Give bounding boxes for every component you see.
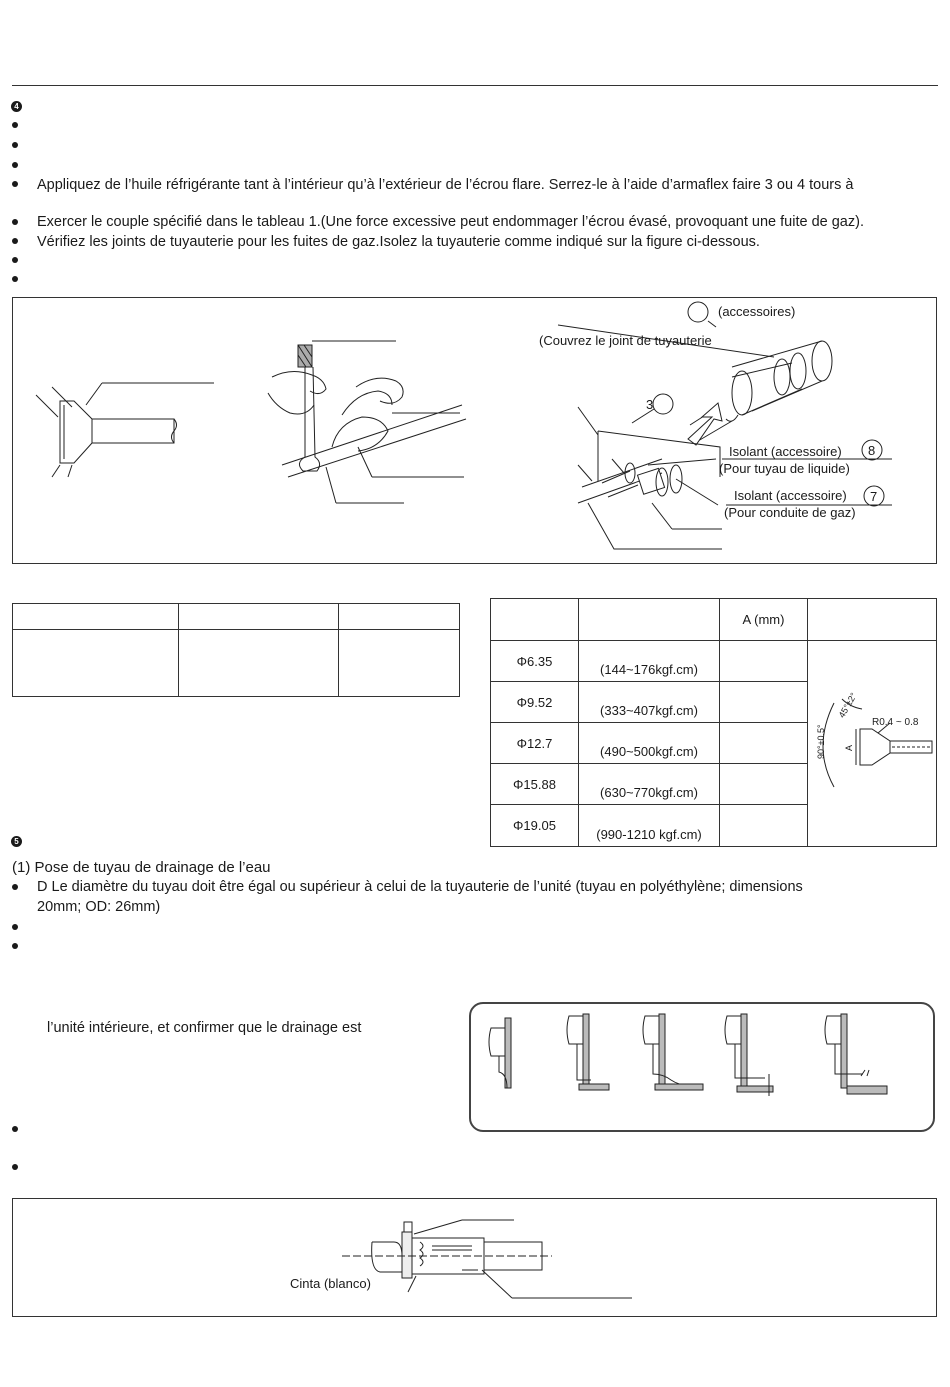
table-row-torque: (490~500kgf.cm) — [579, 723, 720, 764]
left-table — [12, 603, 460, 697]
flare-angle2-label: 45°±2° — [836, 690, 859, 720]
label-isolant-liquide: Isolant (accessoire) — [729, 444, 842, 459]
bullet-icon — [12, 122, 18, 128]
bullet-icon — [12, 276, 18, 282]
flare-a-label: A — [844, 744, 854, 751]
insulation-drawing — [12, 297, 937, 564]
table-cell — [179, 630, 339, 697]
bullet-icon — [12, 181, 18, 187]
table-header-cell — [579, 599, 720, 641]
table-row-torque: (630~770kgf.cm) — [579, 764, 720, 805]
label-couvrez-joint: (Couvrez le joint de tuyauterie — [539, 333, 712, 348]
bullet-icon — [12, 238, 18, 244]
bullet-icon — [12, 884, 18, 890]
bullet-text-oil: Appliquez de l’huile réfrigérante tant à l’intérieur qu’à l’extérieur de l’écrou flare. Serrez-le à l’aide d’armaflex faire 3 ou 4 tours à — [37, 177, 854, 193]
table-row-torque: (333~407kgf.cm) — [579, 682, 720, 723]
drain-text: l’unité intérieure, et confirmer que le drainage est — [47, 1020, 362, 1036]
table-cell — [720, 682, 808, 723]
table-cell — [720, 641, 808, 682]
label-cinta: Cinta (blanco) — [290, 1276, 371, 1291]
table-cell — [720, 723, 808, 764]
drain-tape-drawing — [12, 1198, 937, 1317]
table-row-diameter: Φ12.7 — [491, 723, 579, 764]
flare-diagram-cell — [808, 641, 937, 847]
bullet-icon — [12, 1126, 18, 1132]
bullet-text-diameter-cont: 20mm; OD: 26mm) — [37, 899, 161, 915]
bullet-icon — [12, 257, 18, 263]
section-5-marker: 5 — [11, 836, 22, 847]
label-pour-gaz: (Pour conduite de gaz) — [724, 505, 856, 520]
bullet-text-torque: Exercer le couple spécifié dans le tableau 1.(Une force excessive peut endommager l’écrou évasé, provoquant une fuite de gaz). — [37, 214, 864, 230]
flare-radius-label: R0.4 ~ 0.8 — [872, 717, 919, 728]
bullet-icon — [12, 219, 18, 225]
flare-angle-label: 90°±0.5° — [816, 724, 826, 759]
callout-8: 8 — [868, 443, 876, 458]
drain-examples-drawing — [469, 1002, 935, 1132]
bullet-icon — [12, 1164, 18, 1170]
table-cell — [720, 805, 808, 847]
table-cell — [13, 604, 179, 630]
callout-7: 7 — [870, 489, 878, 504]
table-cell — [339, 630, 460, 697]
table-cell — [179, 604, 339, 630]
callout-3: 3 — [646, 397, 654, 412]
flare-dimension-drawing — [808, 673, 936, 793]
table-cell — [13, 630, 179, 697]
table-cell — [339, 604, 460, 630]
table-row-torque: (144~176kgf.cm) — [579, 641, 720, 682]
table-row-torque: (990-1210 kgf.cm) — [579, 805, 720, 847]
section-4-marker: 4 — [11, 101, 22, 112]
label-accessoires: (accessoires) — [718, 304, 796, 319]
table-header-cell — [808, 599, 937, 641]
table-header-cell — [491, 599, 579, 641]
bullet-text-diameter: D Le diamètre du tuyau doit être égal ou supérieur à celui de la tuyauterie de l’unité (tuyau en polyéthylène; dimensions — [37, 879, 803, 895]
torque-table — [490, 598, 937, 847]
bullet-icon — [12, 924, 18, 930]
table-row-diameter: Φ6.35 — [491, 641, 579, 682]
table-row-diameter: Φ9.52 — [491, 682, 579, 723]
bullet-icon — [12, 162, 18, 168]
bullet-icon — [12, 142, 18, 148]
table-row-diameter: Φ15.88 — [491, 764, 579, 805]
bullet-icon — [12, 943, 18, 949]
table-cell — [720, 764, 808, 805]
drain-subtitle: (1) Pose de tuyau de drainage de l’eau — [12, 859, 271, 876]
table-header-a: A (mm) — [720, 599, 808, 641]
header-rule — [12, 85, 938, 86]
label-isolant-gaz: Isolant (accessoire) — [734, 488, 847, 503]
table-row-diameter: Φ19.05 — [491, 805, 579, 847]
label-pour-liquide: (Pour tuyau de liquide) — [719, 461, 850, 476]
bullet-text-leak: Vérifiez les joints de tuyauterie pour les fuites de gaz.Isolez la tuyauterie comme indiqué sur la figure ci-dessous. — [37, 234, 760, 250]
